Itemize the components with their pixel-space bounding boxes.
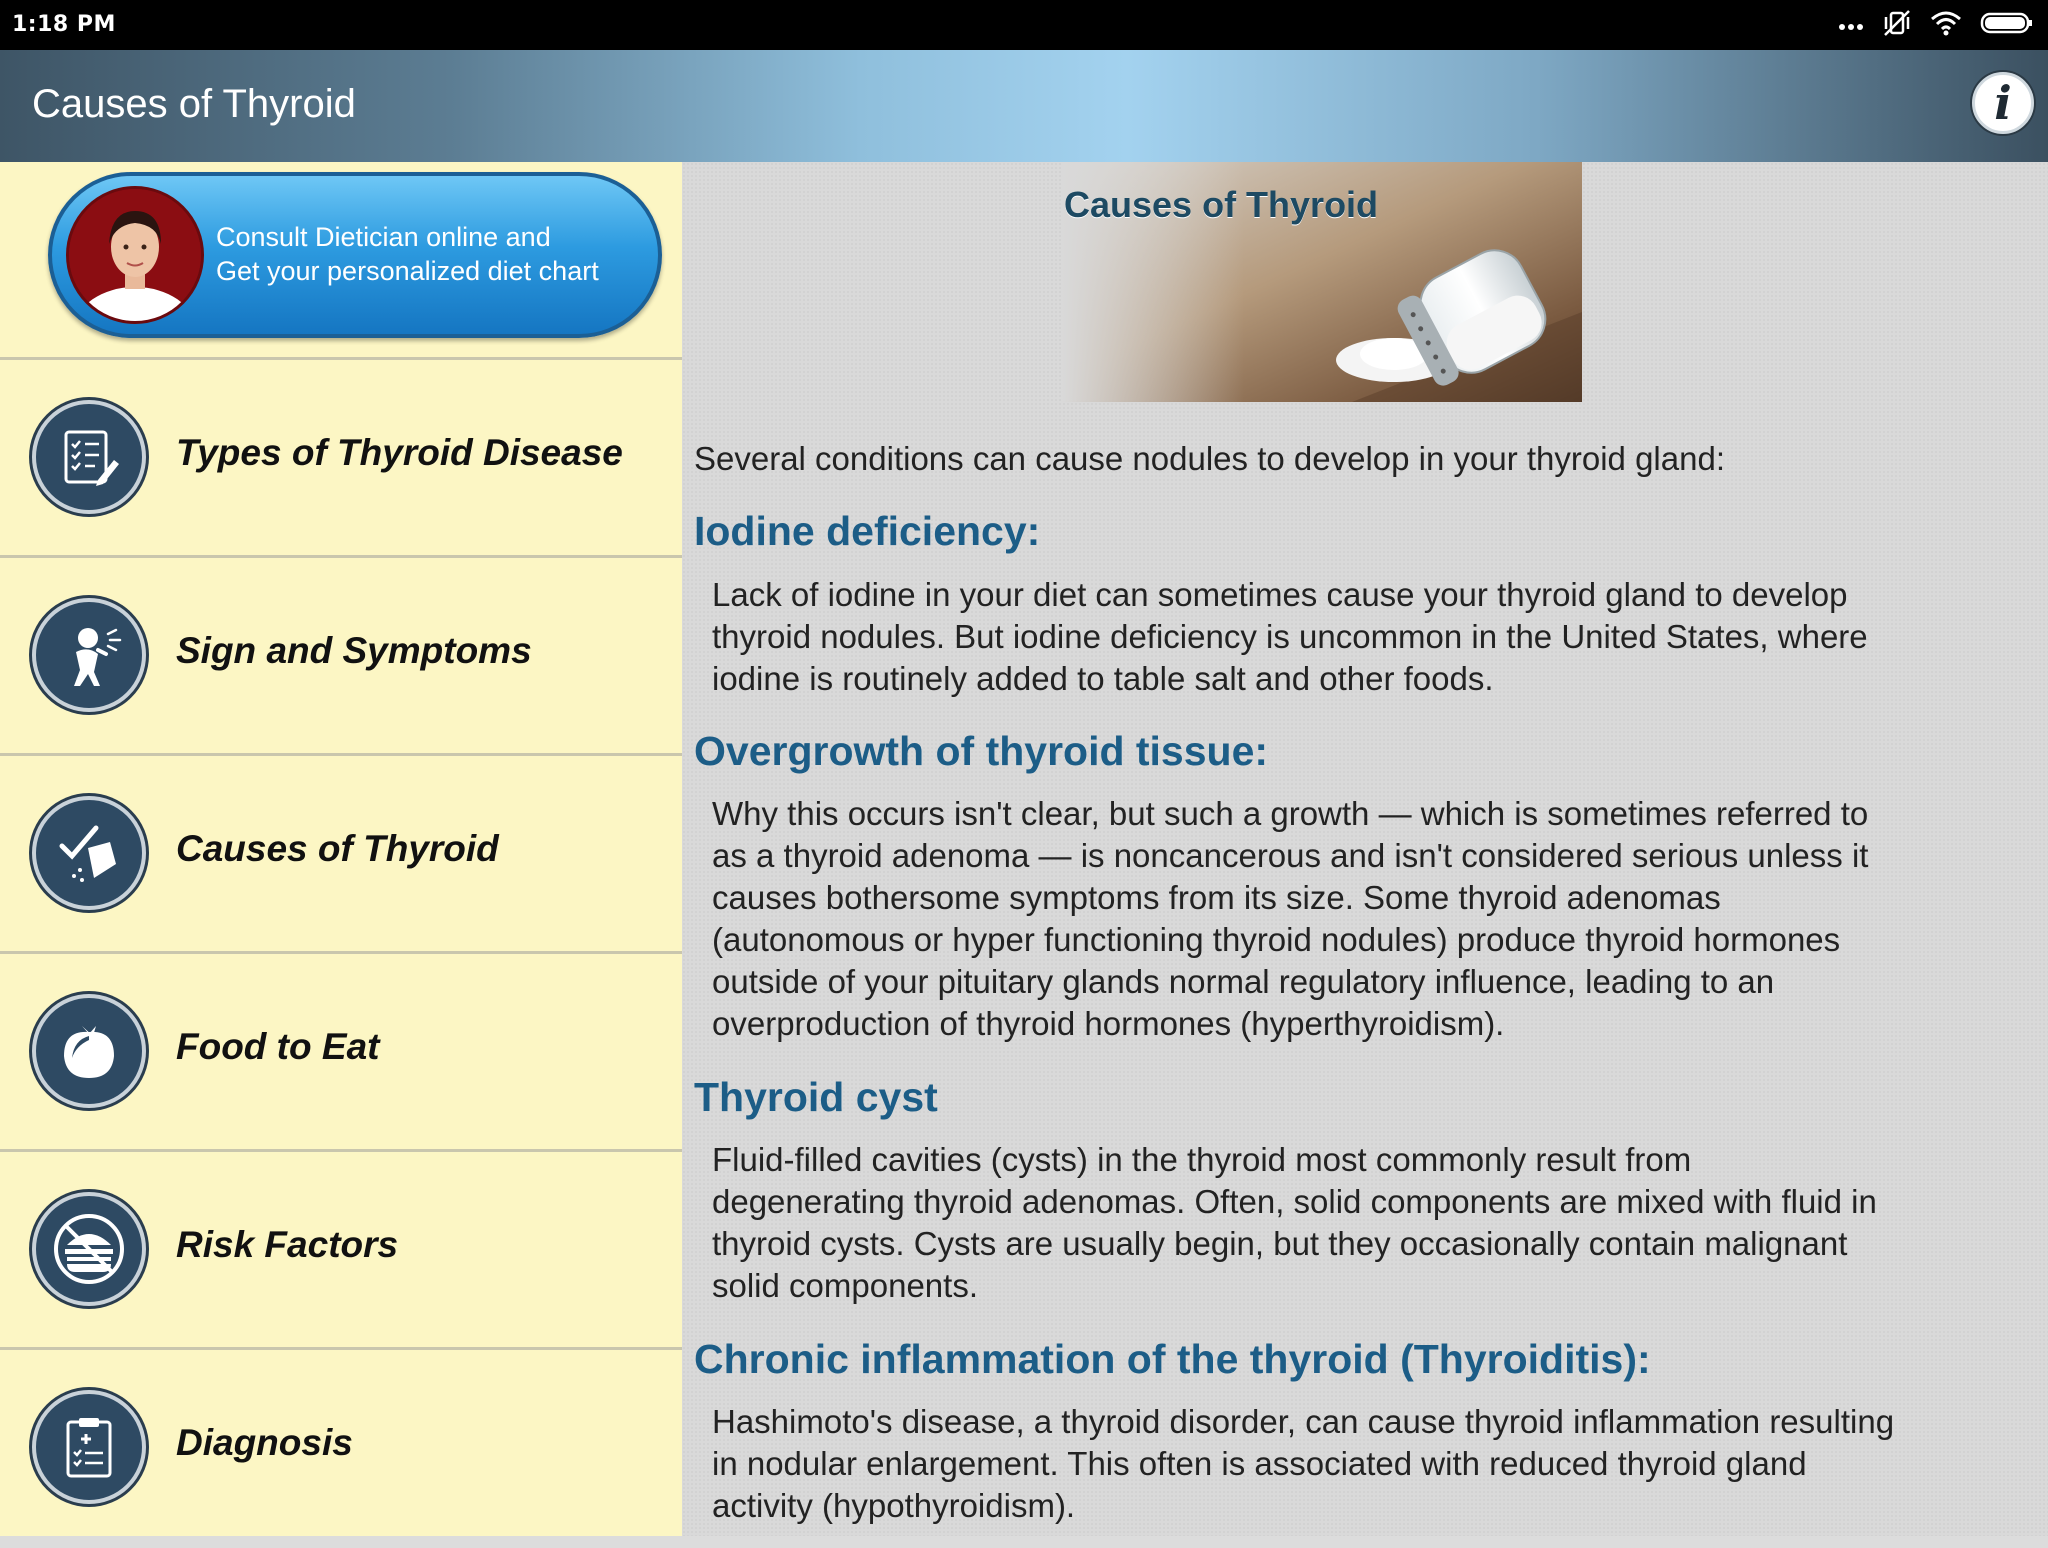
consult-text [216, 220, 599, 288]
sneezing-person-icon [32, 598, 146, 712]
consult-banner-row [0, 162, 682, 360]
status-time: 1:18 PM [12, 12, 116, 37]
section-title: Iodine deficiency: [694, 508, 1041, 554]
section-body: Hashimoto's disease, a thyroid disorder, can cause thyroid inflammation resulting in nodular enlargement. This often is associated with reduced thyroid gland activity (hypothyroidism). [712, 1403, 1895, 1524]
banner-title: Causes of Thyroid [1064, 184, 1379, 225]
more-dots-icon [1838, 16, 1864, 35]
sidebar-item-causes[interactable] [0, 756, 682, 954]
section-body: Fluid-filled cavities (cysts) in the thyroid most commonly result from degenerating thyroid adenomas. Often, solid components are mixed with fluid in thyroid cysts. Cysts are usually begin, but they occasionally contain malignant solid components. [712, 1141, 1877, 1304]
sidebar-item-diagnosis[interactable] [0, 1350, 682, 1548]
dietician-avatar [66, 186, 204, 324]
page-title: Causes of Thyroid [32, 82, 356, 126]
section-title: Thyroid cyst [694, 1074, 938, 1120]
consult-line-2: Get your personalized diet chart [216, 256, 599, 286]
sidebar-item-label: Diagnosis [176, 1422, 353, 1463]
clipboard-icon [32, 1390, 146, 1504]
battery-icon [1980, 11, 2034, 39]
checklist-pencil-icon [32, 400, 146, 514]
section-title: Overgrowth of thyroid tissue: [694, 728, 1269, 774]
consult-dietician-button[interactable] [48, 172, 662, 338]
wifi-icon [1930, 10, 1962, 40]
section-title: Chronic inflammation of the thyroid (Thyroiditis): [694, 1336, 1651, 1382]
sidebar-item-food[interactable] [0, 954, 682, 1152]
tomato-icon [32, 994, 146, 1108]
sidebar-item-risk[interactable] [0, 1152, 682, 1350]
vibrate-off-icon [1882, 8, 1912, 42]
info-button[interactable] [1972, 72, 2034, 134]
sidebar-item-label: Causes of Thyroid [176, 828, 499, 869]
status-icons [1838, 10, 2034, 40]
consult-line-1: Consult Dietician online and [216, 222, 551, 252]
no-burger-icon [32, 1192, 146, 1306]
status-bar [0, 0, 2048, 50]
sidebar-item-label: Sign and Symptoms [176, 630, 532, 671]
info-icon: i [1994, 76, 2012, 130]
intro-text: Several conditions can cause nodules to develop in your thyroid gland: [694, 440, 1725, 477]
sidebar [0, 162, 682, 1536]
section-body: Why this occurs isn't clear, but such a growth — which is sometimes referred to as a thyroid adenoma — is noncancerous and isn't considered serious unless it causes bothersome symptoms from its size. Some thyroid adenomas (autonomous or hyper functioning thyroid nodules) produce thyroid hormones outside of your pituitary glands normal regulatory influence, leading to an overproduction of thyroid hormones (hyperthyroidism). [712, 795, 1869, 1042]
sidebar-item-types[interactable] [0, 360, 682, 558]
app-bar [0, 50, 2048, 162]
salt-shaker-icon [32, 796, 146, 910]
sidebar-item-label: Food to Eat [176, 1026, 380, 1067]
sidebar-item-label: Types of Thyroid Disease [176, 432, 623, 473]
sidebar-item-symptoms[interactable] [0, 558, 682, 756]
sidebar-item-label: Risk Factors [176, 1224, 399, 1265]
section-body: Lack of iodine in your diet can sometimes cause your thyroid gland to develop thyroid nodules. But iodine deficiency is uncommon in the United States, where iodine is routinely added to table salt and other foods. [712, 576, 1868, 697]
content-panel[interactable] [682, 162, 2048, 1536]
